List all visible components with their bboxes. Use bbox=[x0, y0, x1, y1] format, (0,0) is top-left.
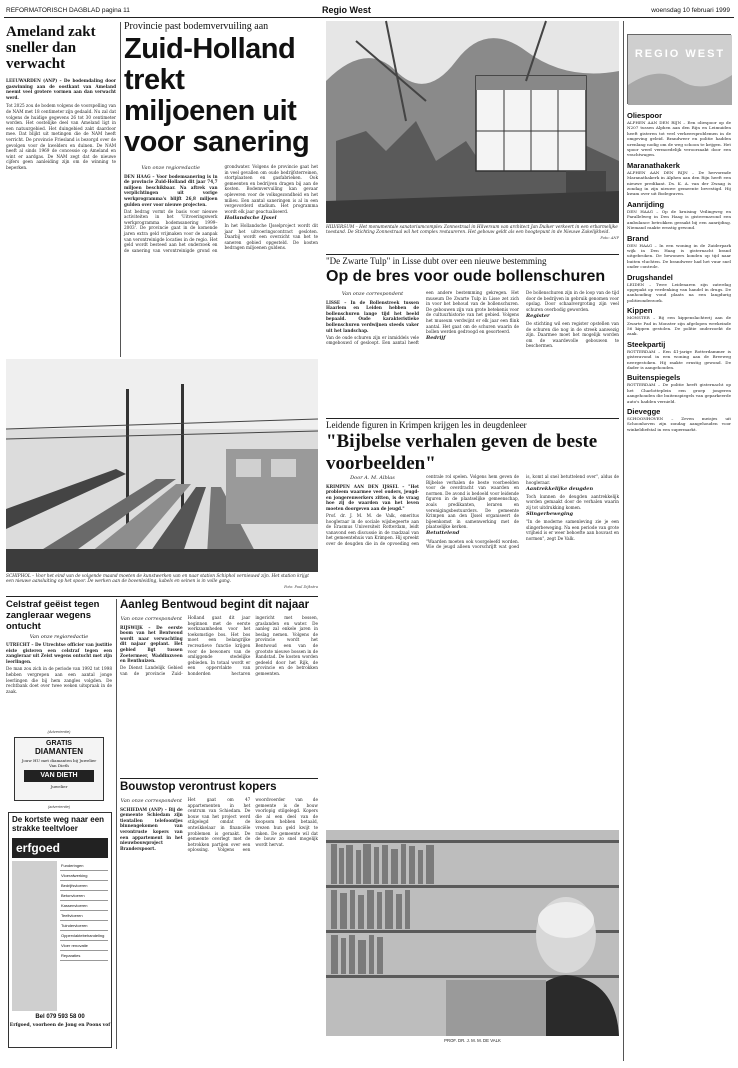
photo-credit: Foto: ANP bbox=[600, 235, 619, 240]
article-subhead: Betuttelend bbox=[426, 530, 460, 537]
article-title: Celstraf geëist tegen zangleraar wegens ontucht bbox=[6, 599, 100, 632]
column-divider bbox=[120, 22, 121, 357]
sidebar-item-text: MONSTER – Bij een kippenslachterij aan de Zwarte Pad in Monster zijn afgelopen weekeinde 56 kippen gestolen. De politie onderzoekt de zaak. bbox=[627, 315, 731, 337]
sidebar-item-title: Steekpartij bbox=[627, 339, 666, 349]
photo-schiphol bbox=[6, 359, 318, 572]
article-lead: RIJSWIJK – De eerste boom van het Bentwoud wordt naar verwachting dit najaar geplant. Het gebied ligt tussen Zoetermeer, Waddinxveen en Benthuizen. bbox=[120, 624, 183, 664]
photo-caption-zonnestraal: HILVERSUM – Het monumentale sanatoriumcomplex Zonnestraal in Hilversum van architect Jan Duiker verkeert in een erbarmelijke toestand. De Stichting Zonnestraal wil het complex restaureren. Het gebouw geldt als een hoogtepunt in de Nieuwe Zakelijkheid. Foto: ANP bbox=[326, 225, 619, 240]
article-byline: Van onze correspondent bbox=[120, 616, 182, 622]
sidebar-item-title: Brand bbox=[627, 233, 649, 243]
article-lead: LISSE – In de Bollenstreek tussen Haarlem en Leiden hebben de bollenschuren lange tijd het beeld bepaald. Oude karakteristieke bollenschuren verdwijnen steeds vaker uit het landschap. bbox=[326, 299, 419, 333]
article-body-3: Toch kunnen de deugden aantrekkelijk worden gemaakt door de verhalen waarin zij tot uitdrukking komen. bbox=[526, 493, 619, 510]
article-bentwoud bbox=[120, 599, 318, 774]
article-byline: Van onze regioredactie bbox=[29, 634, 89, 640]
ad-item: Oppervlaktebehandeling bbox=[60, 931, 108, 941]
sidebar-news-item bbox=[627, 200, 731, 231]
article-body: De man zou zich in de periode van 1992 tot 1998 hebben vergrepen aan een aantal jonge leerlingen die bij hem zangles volgden. De rechtbank doet over twee weken uitspraak in de zaak. bbox=[6, 666, 112, 694]
ad-image bbox=[12, 861, 57, 1011]
ad-sub: Juwelier bbox=[50, 784, 68, 789]
photo-zonnestraal bbox=[326, 21, 619, 223]
article-title: Op de bres voor oude bollenschuren bbox=[326, 268, 606, 285]
ad-item: Kassenvloeren bbox=[60, 901, 108, 911]
sidebar-item-text: ROTTERDAM – Een 41-jarige Rotterdammer is gisteravond in een woning aan de Breeweg neergestoken. Hij raakte ernstig gewond. De dader is aangehouden. bbox=[627, 348, 731, 370]
sidebar-item-text: ROTTERDAM – De politie heeft gisternacht op het Charlotteplein een groep jongeren aangehouden die buitenspiegels van geparkeerde auto's hadden vernield. bbox=[627, 382, 731, 404]
sidebar-divider bbox=[623, 21, 624, 1061]
article-body: De Dienst Landelijk Gebied van de provincie Zuid-Holland gaat dit jaar beginnen met de eerste werkzaamheden voor het toekomstige bos. Het bos moet een belangrijke recreatieve functie krijgen voor de bewoners van de omliggende stedelijke gebieden. In totaal wordt er een oppervlakte van honderden hectaren ingericht met bossen, graslanden en water. De aanleg zal enkele jaren in beslag nemen. Volgens de provincie wordt het Bentwoud een van de grootste nieuwe bossen in de Randstad. De kosten worden gedeeld door het Rijk, de provincie en de betrokken gemeenten. bbox=[120, 615, 318, 676]
article-lead: LEEUWARDEN (ANP) – De bodemdaling door gaswinning aan de oostkant van Ameland neemt veel grotere vormen aan dan verwacht werd. bbox=[6, 78, 116, 100]
ad-item: Funderingen bbox=[60, 861, 108, 871]
ad-phone: Bel 079 593 58 00 bbox=[35, 1014, 85, 1020]
article-zuid-holland bbox=[124, 21, 318, 357]
article-krimpen-columns bbox=[326, 474, 619, 674]
article-body-2: "Waarden moeten ook voorgeleefd worden. Wie de jeugd alleen voorschrijft wat goed is, komt al snel betuttelend over", aldus de hoogleraar. bbox=[426, 474, 619, 550]
regio-west-logo-icon bbox=[628, 35, 732, 105]
section-rule bbox=[326, 418, 619, 419]
ad-footer: Erfgoed, voorheen de Jong en Poons vof bbox=[9, 1023, 111, 1028]
sidebar-item-text: ALPHEN AAN DEN RIJN – Een oliespoor op de N207 tussen Alphen aan den Rijn en Leimuiden heeft gisteren tot veel verkeersproblemen in de omgeving geleid. Brandweer en politie hadden urenlang nodig om de weg schoon te krijgen. Het spoor werd vermoedelijk veroorzaakt door een vrachtwagen. bbox=[627, 120, 731, 158]
ad-label: (advertentie) bbox=[47, 804, 71, 809]
ad-brand: VAN DIETH bbox=[24, 770, 94, 782]
ad-body bbox=[12, 861, 108, 1011]
article-byline: Door A. M. Alblas bbox=[350, 475, 395, 481]
article-title: Zuid-Holland trekt miljoenen uit voor sanering bbox=[124, 33, 310, 158]
sidebar-news-list bbox=[627, 108, 731, 1060]
article-body: Het gaat om 47 appartementen in het centrum van Schiedam. De bouw van het project werd stilgelegd omdat de ontwikkelaar in financiële problemen is geraakt. De gemeente overlegt met de betrokken partijen over een oplossing. Volgens een woordvoerder van de gemeente is de bouw voorlopig stilgelegd. Kopers die al een deel van de koopsom hebben betaald, vrezen hun geld kwijt te raken. De gemeente wil dat de bouw zo snel mogelijk wordt hervat. bbox=[187, 797, 318, 853]
article-kicker: "De Zwarte Tulp" in Lisse dubt over een nieuwe bestemming bbox=[326, 256, 547, 266]
newspaper-page bbox=[4, 4, 734, 1064]
article-byline: Van onze correspondent bbox=[120, 798, 182, 804]
sidebar-news-item bbox=[627, 306, 731, 337]
photo-caption-de-valk: PROF. DR. J. M. M. DE VALK bbox=[444, 1038, 501, 1043]
article-kicker: Provincie past bodemvervuiling aan bbox=[124, 21, 269, 32]
article-subhead-3: Slingerbeweging bbox=[526, 511, 574, 518]
sidebar-item-title: Aanrijding bbox=[627, 199, 665, 209]
article-bouwstop bbox=[120, 781, 318, 1046]
sidebar-item-text: LEIDEN – Twee Leidenaren zijn zaterdag opgepakt op verdenking van handel in drugs. De aanhouding vond plaats na een langdurig politieonderzoek. bbox=[627, 281, 731, 303]
ad-item: Reparaties bbox=[60, 951, 108, 961]
ad-text: Jouw HU met diamanten bij Juwelier Van Dieth bbox=[21, 758, 97, 768]
sidebar-item-text: DEN HAAG – In een woning in de Zuiderpark wijk in Den Haag is gisternacht brand uitgebroken. De bewoners konden op tijd naar buiten vluchten. De brandweer had het vuur snel onder controle. bbox=[627, 242, 731, 270]
ad-gratis-diamanten[interactable] bbox=[14, 737, 104, 801]
ad-item: Betonvloeren bbox=[60, 891, 108, 901]
article-subhead: Bedrijf bbox=[426, 335, 446, 342]
section-rule bbox=[120, 778, 318, 779]
sidebar-logo bbox=[627, 34, 731, 104]
article-body-2: De bollenschuren zijn in de loop van de tijd door de bedrijven in gebruik genomen voor opslag. Door schaalvergroting zijn veel schuren overbodig geworden. bbox=[526, 290, 619, 312]
masthead bbox=[4, 4, 734, 18]
sidebar-item-text: ALPHEN AAN DEN RIJN – De hervormde Maranathakerk in Alphen aan den Rijn heeft een nieuwe predikant. Ds. K. A. van der Zwaag is zondag in zijn nieuwe gemeente bevestigd. Hij kwam over uit Bodegraven. bbox=[627, 169, 731, 197]
article-body: Dat bedrag vormt de basis voor nieuwe activiteiten in het 'Uitvoeringswerk werkprogramma bodemsanering 1999–2003'. De provincie gaat in de komende jaren extra geld vrijmaken voor de aanpak van verontreinigde locaties in de regio. Het geld wordt besteed aan het onderzoek en de sanering van verontreinigde grond en grondwater. Volgens de provincie gaat het in veel gevallen om oude bedrijfsterreinen, stortplaatsen en gasfabrieken. Ook gemeenten en bedrijven dragen bij aan de kosten. Bodemvervuiling kan gevaar opleveren voor de volksgezondheid en het milieu. Een aantal saneringen is al in een vergevorderd stadium. Het programma wordt elk jaar geactualiseerd. bbox=[124, 164, 318, 253]
article-kicker: Leidende figuren in Krimpen krijgen les in deugdenleer bbox=[326, 420, 527, 430]
photo-caption-schiphol: SCHIPHOL – Voor het eind van de volgende maand moeten de kunstwerken van en naar station Schiphol vernieuwd zijn. Het station krijgt een nieuwe aansluiting op het spoor. De werken aan de bovenleiding, kabels en seinen is in volle gang. Foto: Paul Dijkstra bbox=[6, 574, 318, 589]
article-byline: Van onze regioredactie bbox=[141, 165, 200, 171]
sidebar-item-text: SCHOONHOVEN – Zeven meisjes uit Schoonhoven zijn zondag aangehouden voor winkeldiefstal in een supermarkt. bbox=[627, 416, 731, 432]
article-subhead: Hollandsche IJssel bbox=[224, 214, 277, 221]
article-lead: UTRECHT – De Utrechtse officier van justitie eiste gisteren een celstraf tegen een zangleraar uit Zeist wegens ontucht met zijn leerlingen. bbox=[6, 642, 112, 664]
photo-credit: Foto: Paul Dijkstra bbox=[284, 584, 318, 589]
article-body: Van de oude schuren zijn er inmiddels vele omgebouwd of gesloopt. Een aantal heeft een andere bestemming gekregen. Het museum De Zwarte Tulp in Lisse zet zich in voor het behoud van de bollenschuren. De gebouwen zijn van grote betekenis voor de cultuurhistorie van het gebied. Volgens het museum verdwijnt er elk jaar een flink aantal. Het gaat om de schuren waarin de bollen werden gedroogd en gesorteerd. bbox=[326, 290, 519, 346]
sidebar-news-item bbox=[627, 373, 731, 404]
article-zwarte-tulp bbox=[326, 256, 619, 416]
sidebar-item-title: Kippen bbox=[627, 306, 653, 316]
regio-logo-text: REGIO WEST bbox=[634, 48, 726, 60]
photo-de-valk bbox=[326, 830, 619, 1036]
article-body-2: In het Hollandsche IJsselproject wordt dit jaar het uitvoeringscontract gesloten. Daarbij wordt een overzicht van het te saneren gebied opgesteld. De kosten bedragen miljoenen guldens. bbox=[224, 222, 318, 251]
article-ameland bbox=[6, 24, 116, 354]
sidebar-item-title: Dievegge bbox=[627, 407, 661, 417]
sidebar-item-title: Maranathakerk bbox=[627, 160, 680, 170]
ad-item: Teeltvloeren bbox=[60, 911, 108, 921]
section-rule bbox=[326, 254, 619, 255]
section-title: Regio West bbox=[322, 5, 371, 15]
sidebar-news-item bbox=[627, 111, 731, 158]
article-subhead-2: Register bbox=[526, 312, 550, 319]
article-body: Tot 2025 zou de bodem volgens de voorspelling van de NAM met 18 centimeter zijn gedaald. Nu zal dat volgens de huidige gegevens 26 tot 30 centimeter worden. Het oostelijke deel van Ameland ligt in een natuurgebied. Het duingebied zakt daardoor mee. Dat blijkt uit metingen die de NAM heeft verricht. De provincie Friesland is bezorgd over de gevolgen voor de kwelders en duinen. De NAM heeft al sinds 1969 de concessie op Ameland en wint er aardgas. De NAM zegt dat de nieuwe cijfers geen aanleiding zijn om de winning te beperken. bbox=[6, 103, 116, 170]
article-title: Bouwstop verontrust kopers bbox=[120, 781, 277, 793]
article-lead: KRIMPEN AAN DEN IJSSEL – "Het probleem waarmee veel ouders, jeugd- en jongerenwerkers zitten, is de vraag hoe zij de waarden van het leven moeten doorgeven aan de jeugd." bbox=[326, 483, 419, 511]
krimpen-head bbox=[326, 420, 619, 474]
issue-date: woensdag 10 februari 1999 bbox=[651, 7, 730, 14]
sidebar-news-item bbox=[627, 407, 731, 432]
ad-item-list bbox=[60, 861, 108, 1011]
ad-item: Tuindervloeren bbox=[60, 921, 108, 931]
article-body-3: De stichting wil een register opstellen van de schuren die nog in de streek aanwezig zijn. Daarmee moet het mogelijk worden om de waardevolle gebouwen te beschermen. bbox=[526, 320, 619, 349]
article-lead: SCHIEDAM (ANP) – Bij de gemeente Schiedam zijn tientallen telefoontjes binnengekomen van verontruste kopers van een appartement in het nieuwbouwproject Branderspoort. bbox=[120, 806, 183, 851]
ad-erfgoed[interactable] bbox=[8, 812, 112, 1048]
ad-headline: GRATIS bbox=[46, 740, 72, 747]
sidebar-news-item bbox=[627, 161, 731, 197]
ad-brand: erfgoed bbox=[12, 838, 108, 858]
paper-name: REFORMATORISCH DAGBLAD pagina 11 bbox=[6, 7, 130, 14]
sidebar-item-title: Drugshandel bbox=[627, 272, 673, 282]
ad-label: (Advertentie) bbox=[47, 729, 71, 734]
ad-item: Vloerafwerking bbox=[60, 871, 108, 881]
article-body-4: "In de moderne samenleving zie je een slingerbeweging. Na een periode van grote vrijheid is er weer behoefte aan houvast en normen", zegt De Valk. bbox=[526, 519, 619, 541]
article-subhead-2: Aantrekkelijke deugden bbox=[526, 485, 594, 492]
article-lead: DEN HAAG – Voor bodemsanering is in de provincie Zuid-Holland dit jaar 74,7 miljoen beschikbaar. Na aftrek van verplichtingen uit vorige werkprogramma's blijft 26,8 miljoen gulden over voor nieuwe projecten. bbox=[124, 173, 218, 207]
ad-item: Vloer renovatie bbox=[60, 941, 108, 951]
sidebar-news-item bbox=[627, 340, 731, 371]
ad-headline: De kortste weg naar een strakke teeltvloer bbox=[12, 815, 105, 833]
article-title: "Bijbelse verhalen geven de beste voorbeelden" bbox=[326, 431, 598, 474]
article-columns bbox=[326, 290, 619, 412]
article-celstraf bbox=[6, 599, 112, 729]
ad-headline-2: DIAMANTEN bbox=[35, 747, 83, 756]
column-divider bbox=[116, 599, 117, 1049]
ad-item: Bedrijfsvloeren bbox=[60, 881, 108, 891]
article-columns bbox=[120, 615, 318, 770]
sidebar-news-item bbox=[627, 273, 731, 304]
article-columns bbox=[124, 164, 318, 364]
sidebar-item-text: DEN HAAG – Op de kruising Veilingweg en Parallelweg in Den Haag is gisterenavond een ambulance betrokken geraakt bij een aanrijding. Niemand raakte ernstig gewond. bbox=[627, 208, 731, 231]
sidebar-item-title: Buitenspiegels bbox=[627, 373, 681, 383]
sidebar-item-title: Oliespoor bbox=[627, 111, 663, 120]
article-title: Aanleg Bentwoud begint dit najaar bbox=[120, 599, 310, 611]
article-body: Prof. dr. J. M. M. de Valk, emeritus hoogleraar in de sociale wijsbegeerte aan de Erasmus Universiteit Rotterdam, leidt vanavond een discussie in de raadzaal van het gemeentehuis van Krimpen. Hij spreekt over de deugden die in de opvoeding een centrale rol spelen. Volgens hem geven de Bijbelse verhalen de beste voorbeelden voor de overdracht van waarden en normen. De avond is bedoeld voor leidende figuren in de plaatselijke gemeenschap, zoals predikanten, leraren en verenigingsbestuurders. De gemeente Krimpen aan den IJssel organiseert de bijeenkomst in samenwerking met de plaatselijke kerken. bbox=[326, 474, 519, 547]
article-byline: Van onze correspondent bbox=[341, 291, 404, 297]
sidebar-news-item bbox=[627, 234, 731, 270]
article-columns bbox=[120, 797, 318, 1042]
article-title: Ameland zakt sneller dan verwacht bbox=[6, 24, 96, 72]
section-rule bbox=[6, 596, 318, 597]
